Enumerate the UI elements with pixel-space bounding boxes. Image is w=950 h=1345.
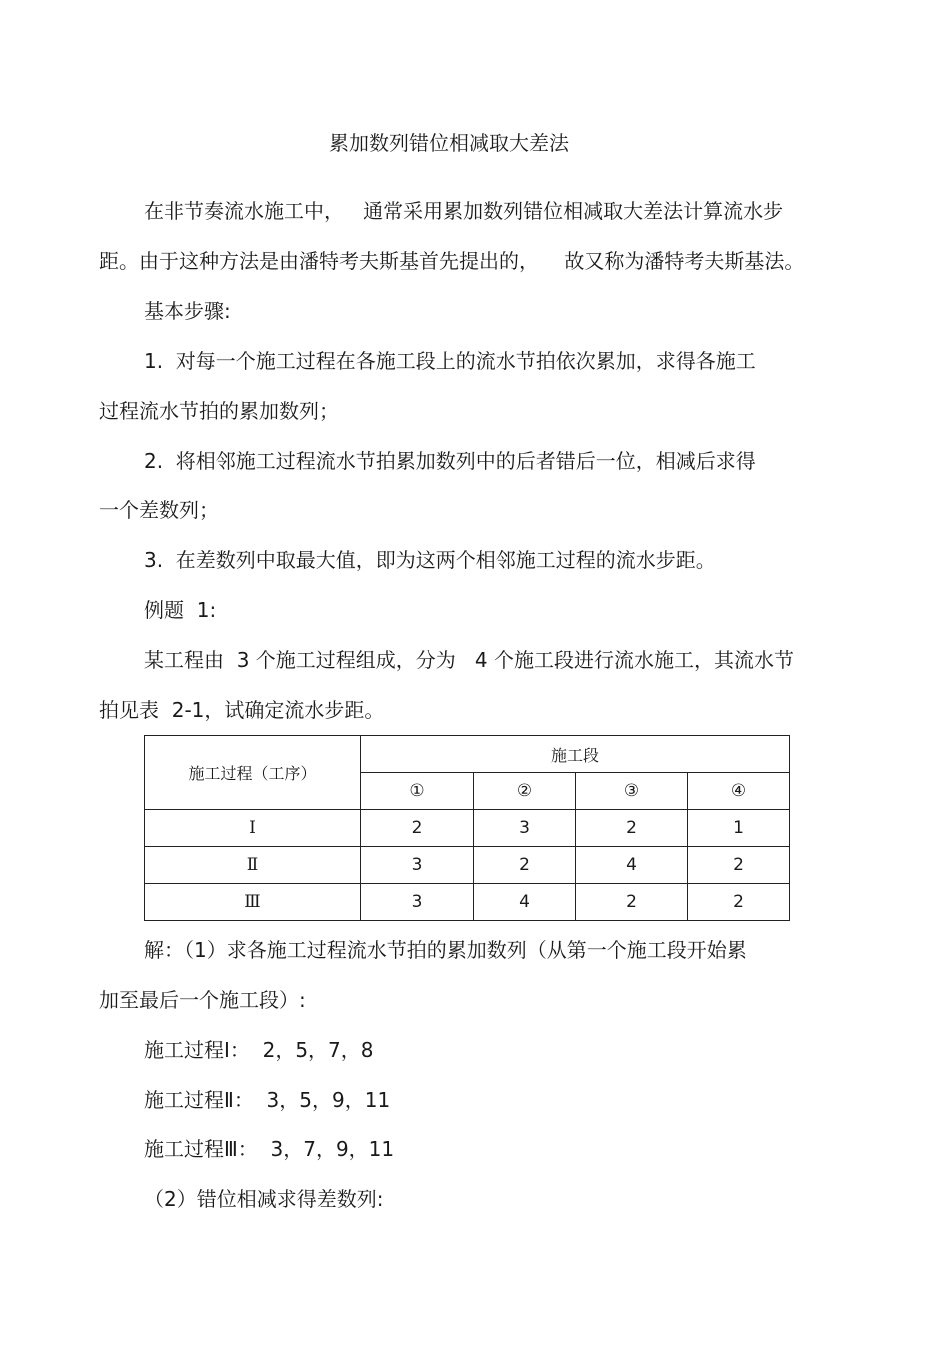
solution-step-2: （2）错位相减求得差数列: (144, 1187, 384, 1211)
intro-line-2: 距。由于这种方法是由潘特考夫斯基首先提出的， 故又称为潘特考夫斯基法。 (99, 249, 805, 273)
beat-table (144, 735, 790, 921)
process-label: Ⅱ (145, 847, 361, 884)
document-title: 累加数列错位相减取大差法 (329, 131, 569, 155)
beat-value: 3 (474, 810, 576, 847)
step-3: 3. 在差数列中取最大值，即为这两个相邻施工过程的流水步距。 (144, 548, 716, 572)
solution-line-2: 加至最后一个施工段）: (99, 988, 306, 1012)
beat-value: 2 (576, 810, 688, 847)
beat-value: 4 (576, 847, 688, 884)
example-line-2: 拍见表 2-1，试确定流水步距。 (99, 698, 385, 722)
process-label: Ⅲ (145, 884, 361, 921)
beat-value: 2 (361, 810, 474, 847)
example-line-1: 某工程由 3 个施工过程组成，分为 4 个施工段进行流水施工，其流水节 (144, 648, 794, 672)
steps-heading: 基本步骤: (144, 299, 231, 323)
beat-value: 2 (688, 884, 790, 921)
beat-value: 3 (361, 884, 474, 921)
stage-header-4: ④ (688, 773, 790, 810)
table-row (145, 884, 790, 921)
step-2-line-2: 一个差数列； (99, 498, 219, 522)
step-1-line-1: 1. 对每一个施工过程在各施工段上的流水节拍依次累加，求得各施工 (144, 349, 756, 373)
beat-value: 4 (474, 884, 576, 921)
stage-header-2: ② (474, 773, 576, 810)
step-2-line-1: 2. 将相邻施工过程流水节拍累加数列中的后者错后一位，相减后求得 (144, 449, 756, 473)
table-row (145, 810, 790, 847)
table-row (145, 847, 790, 884)
solution-line-1: 解：（1）求各施工过程流水节拍的累加数列（从第一个施工段开始累 (144, 938, 747, 962)
example-heading: 例题 1: (144, 598, 217, 622)
sequence-process-1: 施工过程Ⅰ： 2，5，7，8 (144, 1038, 374, 1062)
step-1-line-2: 过程流水节拍的累加数列； (99, 399, 339, 423)
sequence-process-3: 施工过程Ⅲ： 3，7，9，11 (144, 1137, 395, 1161)
beat-value: 2 (474, 847, 576, 884)
beat-value: 2 (576, 884, 688, 921)
stage-header-1: ① (361, 773, 474, 810)
beat-value: 1 (688, 810, 790, 847)
intro-line-1: 在非节奏流水施工中， 通常采用累加数列错位相减取大差法计算流水步 (144, 199, 784, 223)
sequence-process-2: 施工过程Ⅱ： 3，5，9，11 (144, 1088, 391, 1112)
process-header: 施工过程（工序） (145, 736, 361, 810)
beat-value: 3 (361, 847, 474, 884)
stage-group-header: 施工段 (361, 736, 790, 773)
table-header-row (145, 736, 790, 773)
beat-value: 2 (688, 847, 790, 884)
process-label: Ⅰ (145, 810, 361, 847)
stage-header-3: ③ (576, 773, 688, 810)
